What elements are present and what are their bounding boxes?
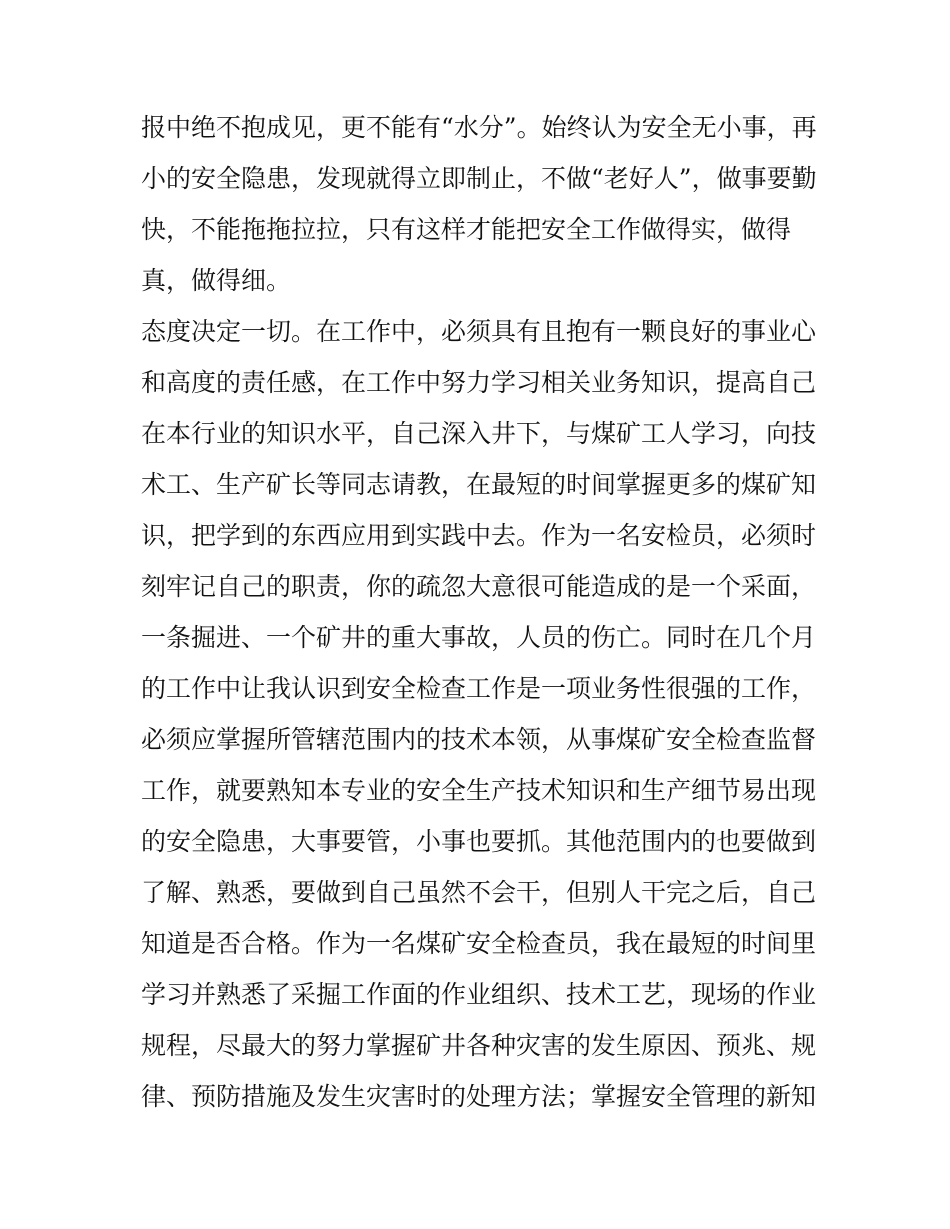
text-line: 报中绝不抱成见，更不能有“水分”。始终认为安全无小事，再 (141, 113, 817, 142)
text-line: 真，做得细。 (141, 266, 292, 295)
text-line: 的安全隐患，大事要管，小事也要抓。其他范围内的也要做到 (141, 827, 817, 856)
text-line: 一条掘进、一个矿井的重大事故，人员的伤亡。同时在几个月 (141, 623, 817, 652)
text-line: 律、预防措施及发生灾害时的处理方法；掌握安全管理的新知 (141, 1082, 817, 1111)
text-line: 识，把学到的东西应用到实践中去。作为一名安检员，必须时 (141, 521, 817, 550)
text-line: 知道是否合格。作为一名煤矿安全检查员，我在最短的时间里 (141, 929, 817, 958)
text-line: 快，不能拖拖拉拉，只有这样才能把安全工作做得实，做得 (141, 215, 792, 244)
text-line: 术工、生产矿长等同志请教，在最短的时间掌握更多的煤矿知 (141, 470, 817, 499)
text-line: 和高度的责任感，在工作中努力学习相关业务知识，提高自己 (141, 368, 817, 397)
text-line: 在本行业的知识水平，自己深入井下，与煤矿工人学习，向技 (141, 419, 817, 448)
text-line: 工作，就要熟知本专业的安全生产技术知识和生产细节易出现 (141, 776, 817, 805)
text-line: 学习并熟悉了采掘工作面的作业组织、技术工艺，现场的作业 (141, 980, 817, 1009)
text-line: 态度决定一切。在工作中，必须具有且抱有一颗良好的事业心 (141, 317, 817, 346)
body-text (141, 102, 821, 1122)
text-line: 规程，尽最大的努力掌握矿井各种灾害的发生原因、预兆、规 (141, 1031, 817, 1060)
text-line: 了解、熟悉，要做到自己虽然不会干，但别人干完之后，自己 (141, 878, 817, 907)
text-line: 小的安全隐患，发现就得立即制止，不做“老好人”，做事要勤 (141, 164, 817, 193)
text-line: 的工作中让我认识到安全检查工作是一项业务性很强的工作， (141, 674, 817, 703)
text-line: 刻牢记自己的职责，你的疏忽大意很可能造成的是一个采面， (141, 572, 817, 601)
text-line: 必须应掌握所管辖范围内的技术本领，从事煤矿安全检查监督 (141, 725, 817, 754)
